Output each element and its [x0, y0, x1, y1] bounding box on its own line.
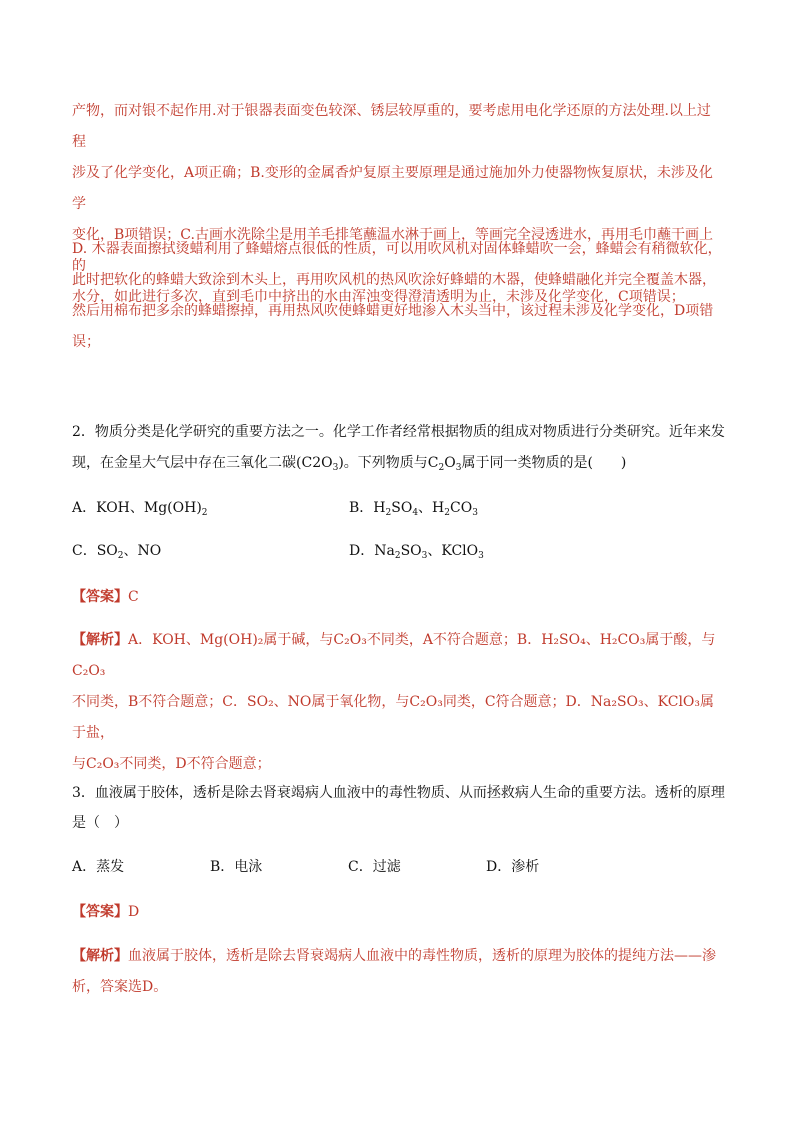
- text-line: 析，答案选D。: [72, 979, 168, 995]
- answer-tag: 【答案】: [72, 904, 128, 920]
- answer-value: D: [128, 904, 140, 920]
- text-line: 变化，B项错误；C.古画水洗除尘是用羊毛排笔蘸温水淋于画上，等画完全浸透进水，再用毛巾蘸干画上的: [72, 227, 713, 274]
- q2-option-d[interactable]: D．$Na_2SO_3$、KClO$_3$: [349, 543, 484, 561]
- q2-analysis: [72, 625, 724, 780]
- q3-option-a[interactable]: A．蒸发: [72, 859, 125, 875]
- q3-answer: [72, 901, 139, 923]
- q2-option-b[interactable]: B．$H_2SO_4$、$H_2CO_3$: [349, 500, 478, 518]
- q3-option-c[interactable]: C．过滤: [348, 859, 401, 875]
- text-line: D. 木器表面擦拭烫蜡利用了蜂蜡熔点很低的性质，可以用吹风机对固体蜂蜡吹一会，蜂蜡会有稍微软化，: [72, 241, 722, 257]
- text-line: 涉及了化学变化，A项正确；B.变形的金属香炉复原主要原理是通过施加外力使器物恢复原状，未涉及化学: [72, 165, 713, 212]
- question-2-line-2: 现，在金星大气层中存在三氧化二碳$(C2O_3)$。下列物质与$C_2O_3$属于同一类物质的是( ): [72, 455, 627, 473]
- question-3-line-1: 3．血液属于胶体，透析是除去肾衰竭病人血液中的毒性物质、从而拯救病人生命的重要方法。透析的原理: [72, 785, 725, 801]
- q2-option-a[interactable]: A．KOH、$Mg(OH)_2$: [72, 500, 208, 518]
- text-line: 此时把软化的蜂蜡大致涂到木头上，再用吹风机的热风吹涂好蜂蜡的木器，使蜂蜡融化并完全覆盖木器，: [72, 272, 716, 288]
- answer-tag: 【答案】: [72, 589, 128, 605]
- question-2-line-1: 2．物质分类是化学研究的重要方法之一。化学工作者经常根据物质的组成对物质进行分类研究。近年来发: [72, 424, 725, 440]
- text-line: 产物，而对银不起作用.对于银器表面变色较深、锈层较厚重的，要考虑用电化学还原的方法处理.以上过程: [72, 103, 711, 150]
- text-line: 不同类，B不符合题意；C．SO₂、NO属于氧化物，与C₂O₃同类，C符合题意；D．Na₂SO₃、KClO₃属于盐，: [72, 694, 715, 741]
- q3-option-b[interactable]: B．电泳: [210, 859, 263, 875]
- q2-answer: [72, 586, 139, 608]
- q3-option-d[interactable]: D．渗析: [486, 859, 540, 875]
- text-line: 水分，如此进行多次，直到毛巾中挤出的水由浑浊变得澄清透明为止，未涉及化学变化，C项错误；: [72, 289, 685, 305]
- text-line: 误；: [72, 334, 100, 350]
- text-line: 与C₂O₃不同类，D不符合题意；: [72, 756, 271, 772]
- text-line: 然后用棉布把多余的蜂蜡擦掉，再用热风吹使蜂蜡更好地渗入木头当中，该过程未涉及化学变化，D项错: [72, 303, 714, 319]
- question-3-line-2: 是（ ）: [72, 815, 128, 831]
- q2-option-c[interactable]: C．$SO_2$、NO: [72, 543, 162, 561]
- text-line: 【解析】血液属于胶体，透析是除去肾衰竭病人血液中的毒性物质，透析的原理为胶体的提纯方法——渗: [72, 948, 716, 964]
- text-line: 【解析】A．KOH、Mg(OH)₂属于碱，与C₂O₃不同类，A不符合题意；B．H₂SO₄、H₂CO₃属于酸，与C₂O₃: [72, 632, 716, 679]
- q3-analysis: [72, 941, 724, 1003]
- answer-value: C: [128, 589, 139, 605]
- explanation-paragraph-2: [72, 234, 724, 358]
